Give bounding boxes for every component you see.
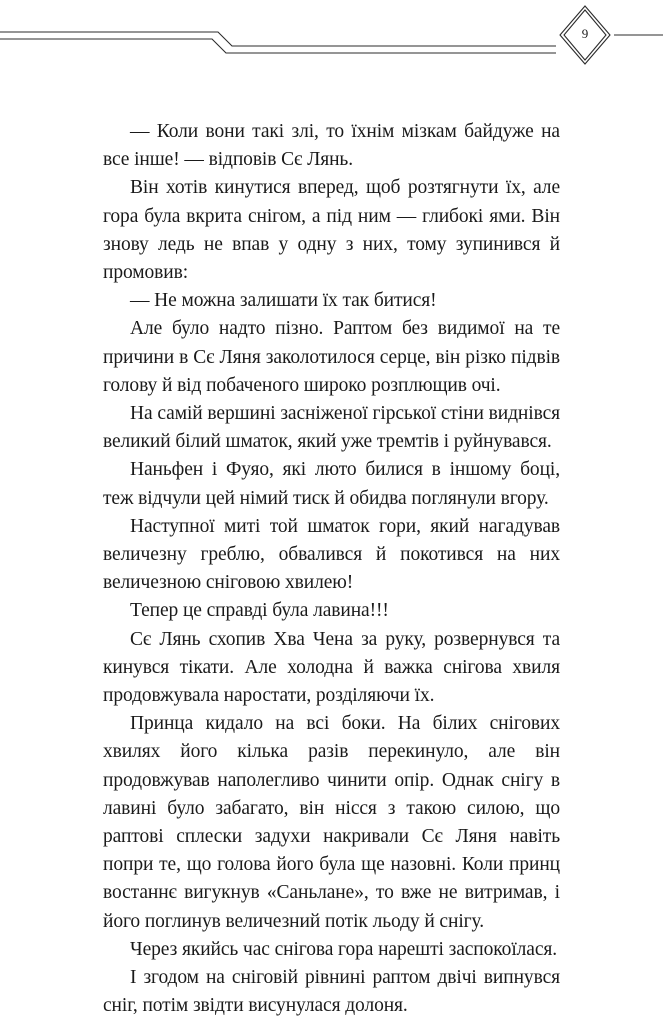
paragraph: Принца кидало на всі боки. На білих снігових хвилях його кілька разів перекинуло, але він продовжував наполегливо чинити опір. Однак снігу в лавині було забагато, він нісся з такою силою, що раптові сплески задухи накривали Сє Ляня навіть попри те, що голова його була ще назовні. Коли принц востаннє вигукнув «Саньлане», то вже не витримав, і його поглинув величезний потік льоду й снігу. bbox=[103, 713, 560, 932]
header-ornament bbox=[0, 0, 663, 70]
paragraph: Він хотів кинутися вперед, щоб розтягнути їх, але гора була вкрита снігом, а під ним — глибокі ями. Він знову ледь не впав у одну з них, тому зупинився й промовив: bbox=[103, 177, 560, 284]
paragraph: На самій вершині засніженої гірської стіни виднівся великий білий шматок, який уже тремтів і руйнувався. bbox=[103, 403, 560, 453]
paragraph: Сє Лянь схопив Хва Чена за руку, розвернувся та кинувся тікати. Але холодна й важка снігова хвиля продовжувала наростати, розділяючи їх. bbox=[103, 628, 560, 707]
paragraph: Але було надто пізно. Раптом без видимої на те причини в Сє Ляня заколотилося серце, він різко підвів голову й від побаченого широко розплющив очі. bbox=[103, 318, 560, 396]
paragraph: Через якийсь час снігова гора нарешті заспокоїлася. bbox=[130, 938, 558, 960]
body-text bbox=[103, 118, 560, 1021]
paragraph: Наступної миті той шматок гори, який нагадував величезну греблю, обвалився й покотився на них величезною сніговою хвилею! bbox=[103, 515, 560, 594]
page-number: 9 bbox=[581, 26, 589, 41]
paragraph: — Не можна залишати їх так битися! bbox=[130, 290, 437, 312]
paragraph: Наньфен і Фуяо, які люто билися в іншому боці, теж відчули цей німий тиск й обидва поглянули вгору. bbox=[103, 459, 560, 509]
paragraph: — Коли вони такі злі, то їхнім мізкам байдуже на все інше! — відповів Сє Лянь. bbox=[103, 121, 560, 171]
paragraph: Тепер це справді була лавина!!! bbox=[130, 600, 389, 622]
paragraph: І згодом на сніговій рівнині раптом двічі випнувся сніг, потім звідти висунулася долоня. bbox=[103, 967, 560, 1017]
